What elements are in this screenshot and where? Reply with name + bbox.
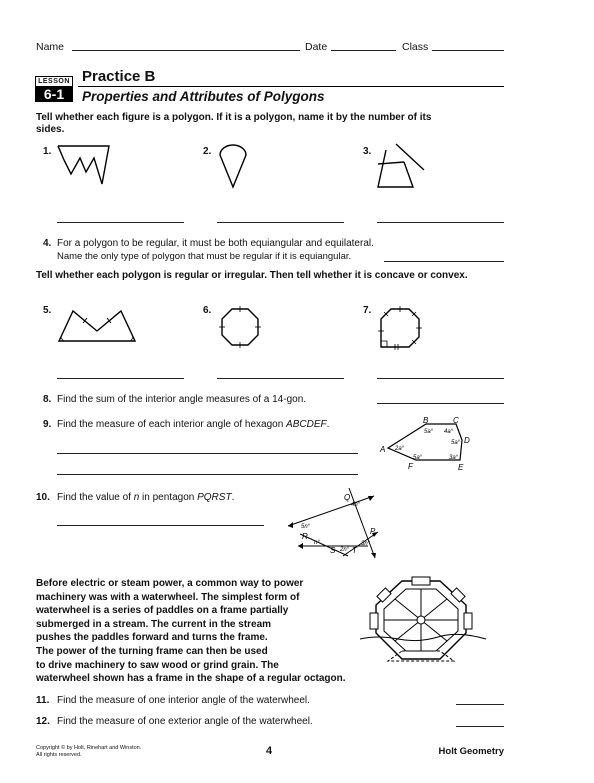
waterwheel-passage — [36, 577, 346, 686]
q7-number: 7. — [363, 305, 372, 316]
page-number: 4 — [266, 745, 273, 757]
title-rule — [78, 86, 504, 87]
q1-answer[interactable] — [57, 222, 184, 223]
q9-answer-line1[interactable] — [57, 453, 358, 454]
passage-line: waterwheel is a series of paddles on a frame partially — [36, 605, 289, 617]
q1-number: 1. — [43, 146, 52, 157]
q9-number: 9. — [43, 419, 52, 430]
name-label: Name — [36, 41, 65, 53]
q1-figure — [58, 146, 110, 186]
date-label: Date — [305, 41, 328, 53]
q10-pentagon-name: PQRST — [197, 492, 232, 503]
hex-label-d: D — [464, 436, 470, 445]
passage-line: to drive machinery to saw wood or grind grain. The — [36, 659, 279, 671]
q2-answer[interactable] — [217, 222, 344, 223]
q2-number: 2. — [203, 146, 212, 157]
q10-text-mid: in pentagon — [139, 492, 198, 503]
class-label: Class — [402, 41, 429, 53]
footer-book-title: Holt Geometry — [438, 746, 504, 757]
passage-line: machinery was with a waterwheel. The simplest form of — [36, 591, 300, 603]
class-field[interactable] — [432, 50, 504, 51]
hex-angle-a: 2a° — [395, 446, 405, 452]
hexagon-abcdef-figure — [380, 414, 476, 474]
hex-angle-b: 5a° — [424, 429, 434, 435]
lesson-badge — [35, 76, 73, 103]
q3-number: 3. — [363, 146, 372, 157]
q10-number: 10. — [36, 492, 50, 503]
hex-label-a: A — [380, 445, 386, 454]
hex-angle-c: 4a° — [444, 429, 454, 435]
q9-text — [57, 419, 329, 431]
q10-answer[interactable] — [57, 525, 264, 526]
lesson-badge-number: 6-1 — [35, 87, 73, 102]
q10-variable: n — [133, 492, 140, 503]
passage-line: Before electric or steam power, a common way to power — [36, 578, 304, 589]
pent-label-r: R — [302, 532, 308, 541]
q11-number: 11. — [36, 695, 50, 706]
pent-label-q: Q — [344, 493, 351, 502]
pent-angle-p: 3n° — [361, 541, 371, 547]
passage-line: submerged in a stream. The current in the stream — [36, 618, 272, 630]
passage-line: pushes the paddles forward and turns the frame. — [36, 632, 268, 644]
q9-text-main: Find the measure of each interior angle of hexagon — [57, 419, 287, 430]
copyright-line1: Copyright © by Holt, Rinehart and Winston. — [36, 745, 142, 751]
q2-figure — [219, 145, 247, 189]
pentagon-pqrst-figure — [288, 488, 384, 560]
q11-text: Find the measure of one interior angle of the waterwheel. — [57, 695, 310, 706]
pent-angle-s: n° — [314, 540, 320, 546]
q12-text: Find the measure of one exterior angle of the waterwheel. — [57, 716, 313, 727]
q6-number: 6. — [203, 305, 212, 316]
date-field[interactable] — [331, 50, 396, 51]
q5-answer[interactable] — [57, 378, 184, 379]
q9-text-end: . — [326, 419, 330, 430]
q6-figure — [219, 306, 261, 348]
waterwheel-figure — [358, 577, 488, 669]
q6-answer[interactable] — [217, 378, 344, 379]
q8-text: Find the sum of the interior angle measures of a 14-gon. — [57, 394, 307, 405]
q8-number: 8. — [43, 394, 52, 405]
q11-answer[interactable] — [456, 704, 504, 705]
hex-label-c: C — [453, 416, 459, 425]
hex-angle-e: 3a° — [449, 455, 459, 461]
page-subtitle: Properties and Attributes of Polygons — [82, 89, 325, 104]
pent-angle-t: 2n° — [340, 547, 350, 553]
q4-answer[interactable] — [384, 261, 504, 262]
hex-angle-f: 5a° — [413, 455, 423, 461]
page-title: Practice B — [82, 68, 156, 85]
q4-text2: Name the only type of polygon that must be regular if it is equiangular. — [57, 251, 352, 262]
pent-label-s: S — [330, 546, 336, 555]
q4-number: 4. — [43, 238, 52, 249]
copyright-line2: All rights reserved. — [36, 752, 82, 758]
pent-label-t: T — [352, 546, 357, 555]
q12-number: 12. — [36, 716, 50, 727]
q9-answer-line2[interactable] — [57, 474, 358, 475]
lesson-badge-top: LESSON — [35, 76, 73, 87]
footer-copyright — [36, 745, 141, 759]
name-field[interactable] — [72, 50, 300, 51]
q10-text-main: Find the value of — [57, 492, 134, 503]
q5-figure — [57, 305, 137, 345]
hex-label-f: F — [408, 462, 413, 471]
q8-answer[interactable] — [377, 403, 504, 404]
q3-answer[interactable] — [377, 222, 504, 223]
q3-figure — [376, 144, 426, 190]
q7-figure — [378, 306, 422, 350]
section1-instructions: Tell whether each figure is a polygon. If it is a polygon, name it by the number of its sides. — [36, 112, 432, 135]
q10-text-end: . — [231, 492, 235, 503]
passage-line: waterwheel shown has a frame in the shape of a regular octagon. — [36, 673, 346, 685]
hex-angle-d: 5a° — [451, 440, 461, 446]
hex-label-b: B — [423, 416, 429, 425]
q5-number: 5. — [43, 305, 52, 316]
q10-text — [57, 492, 234, 504]
q9-hexagon-name: ABCDEF — [286, 419, 327, 430]
q12-answer[interactable] — [456, 726, 504, 727]
pent-label-p: P — [370, 527, 376, 536]
q7-answer[interactable] — [377, 378, 504, 379]
section2-instructions: Tell whether each polygon is regular or irregular. Then tell whether it is concave or convex. — [36, 270, 468, 281]
q4-text: For a polygon to be regular, it must be both equiangular and equilateral. — [57, 238, 374, 249]
pent-angle-q: 4n° — [351, 502, 361, 508]
passage-line: The power of the turning frame can then be used — [36, 645, 268, 657]
hex-label-e: E — [458, 463, 464, 472]
pent-angle-r: 5n° — [301, 524, 311, 530]
